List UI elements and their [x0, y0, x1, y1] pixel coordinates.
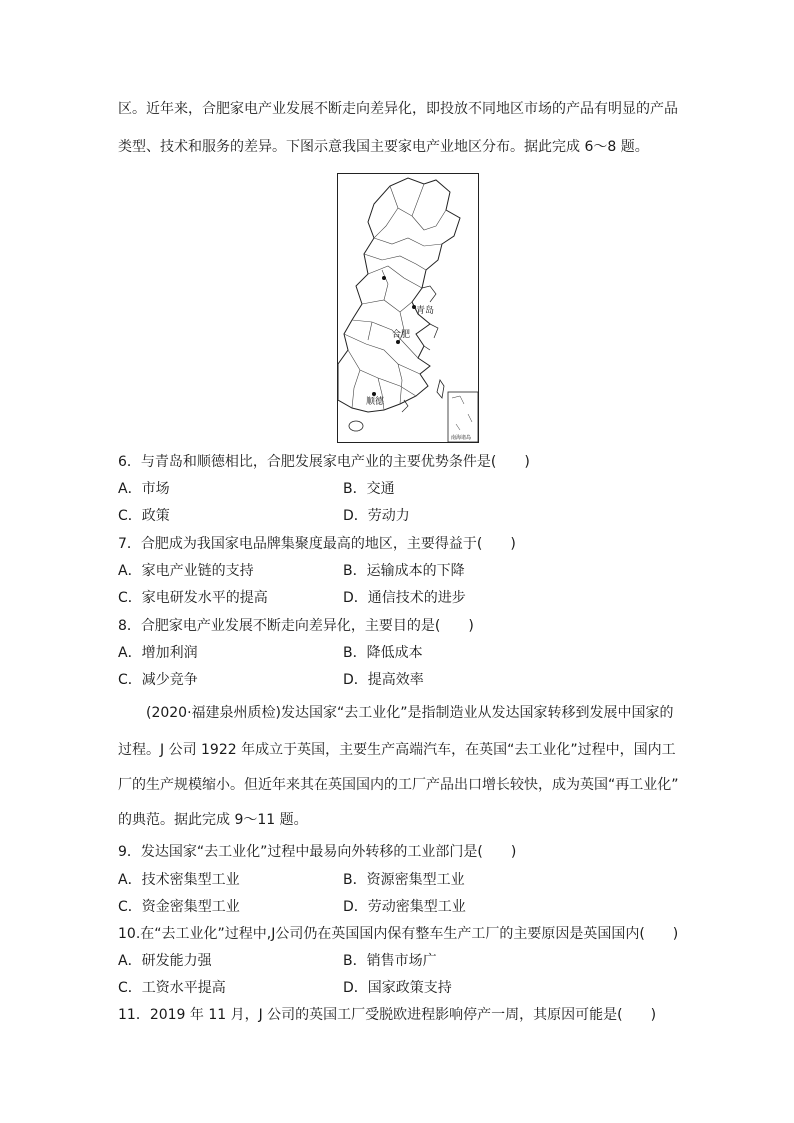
question-10-option-b: B．销售市场广 [343, 953, 437, 969]
question-7-option-a: A．家电产业链的支持 [118, 563, 254, 579]
question-10-option-c: C．工资水平提高 [118, 980, 226, 996]
question-9-option-c: C．资金密集型工业 [118, 899, 240, 915]
question-8-option-b: B．降低成本 [343, 645, 423, 661]
question-6-option-c: C．政策 [118, 508, 170, 524]
hainan-island [349, 421, 363, 431]
intro-line-1: 区。近年来，合肥家电产业发展不断走向差异化，即投放不同地区市场的产品有明显的产品 [118, 101, 678, 117]
passage2-line-1: (2020·福建泉州质检)发达国家“去工业化”是指制造业从发达国家转移到发展中国家的 [146, 705, 674, 721]
question-7-stem: 7．合肥成为我国家电品牌集聚度最高的地区，主要得益于( ) [118, 536, 516, 552]
question-7-option-b: B．运输成本的下降 [343, 563, 465, 579]
qingdao-label: 青岛 [416, 306, 435, 316]
question-6-option-b: B．交通 [343, 481, 395, 497]
question-7-option-c: C．家电研发水平的提高 [118, 590, 268, 606]
intro-line-2: 类型、技术和服务的差异。下图示意我国主要家电产业地区分布。据此完成 6～8 题。 [118, 139, 649, 155]
passage2-line-4: 的典范。据此完成 9～11 题。 [118, 812, 308, 828]
question-9-option-b: B．资源密集型工业 [343, 872, 465, 888]
hefei-dot [396, 340, 400, 344]
passage2-line-2: 过程。J 公司 1922 年成立于英国，主要生产高端汽车，在英国“去工业化”过程中，国内工 [118, 742, 676, 758]
question-11-stem: 11．2019 年 11 月，J 公司的英国工厂受脱欧进程影响停产一周，其原因可能是( ) [118, 1007, 657, 1023]
question-8-option-d: D．提高效率 [343, 672, 424, 688]
question-8-option-c: C．减少竞争 [118, 672, 198, 688]
question-6-stem: 6．与青岛和顺德相比，合肥发展家电产业的主要优势条件是( ) [118, 454, 530, 470]
question-8-option-a: A．增加利润 [118, 645, 198, 661]
beijing-dot [382, 276, 386, 280]
question-9-option-d: D．劳动密集型工业 [343, 899, 466, 915]
shunde-dot [372, 392, 376, 396]
hefei-label: 合肥 [392, 330, 411, 340]
question-8-stem: 8．合肥家电产业发展不断走向差异化，主要目的是( ) [118, 618, 474, 634]
question-9-stem: 9．发达国家“去工业化”过程中最易向外转移的工业部门是( ) [118, 844, 517, 860]
china-outline [338, 178, 460, 412]
map-drawing [338, 174, 478, 442]
question-10-option-a: A．研发能力强 [118, 953, 212, 969]
question-6-option-d: D．劳动力 [343, 508, 410, 524]
shunde-label: 顺德 [366, 397, 385, 407]
inset-label: 南海诸岛 [451, 435, 472, 441]
question-10-stem: 10.在“去工业化”过程中,J公司仍在英国国内保有整车生产工厂的主要原因是英国国内( ) [118, 926, 679, 942]
question-9-option-a: A．技术密集型工业 [118, 872, 240, 888]
question-10-option-d: D．国家政策支持 [343, 980, 452, 996]
taiwan-island [437, 380, 444, 398]
china-appliance-map [337, 173, 479, 443]
passage2-line-3: 厂的生产规模缩小。但近年来其在英国国内的工厂产品出口增长较快，成为英国“再工业化” [118, 777, 679, 793]
question-6-option-a: A．市场 [118, 481, 170, 497]
south-china-sea-inset [448, 392, 478, 442]
question-7-option-d: D．通信技术的进步 [343, 590, 466, 606]
